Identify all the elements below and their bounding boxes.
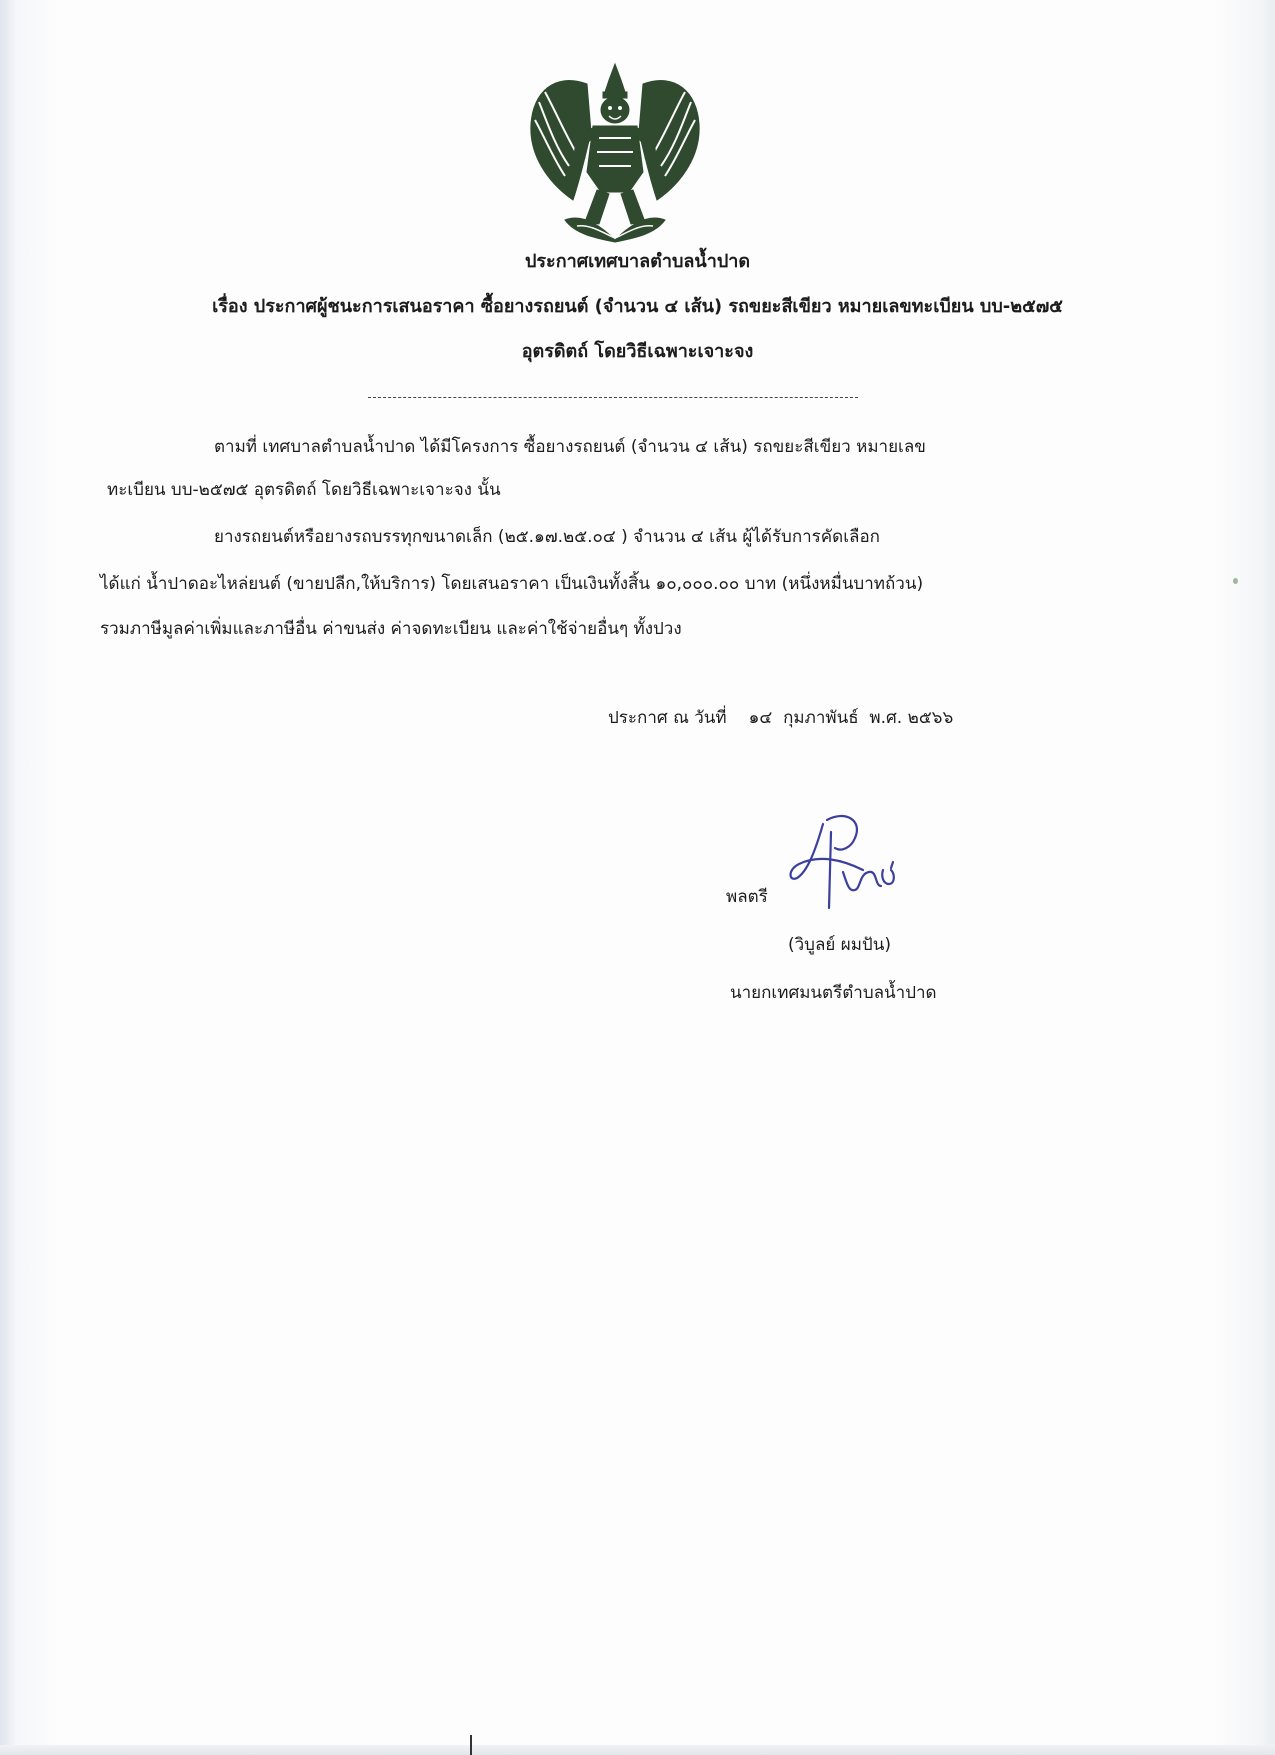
signatory-title: นายกเทศมนตรีตำบลน้ำปาด <box>730 983 937 1003</box>
signatory-rank: พลตรี <box>726 887 768 907</box>
date-day: ๑๔ <box>748 708 773 728</box>
announcement-title: ประกาศเทศบาลตำบลน้ำปาด <box>524 251 751 272</box>
announcement-subject: เรื่อง ประกาศผู้ชนะการเสนอราคา ซื้อยางรถยนต์ (จำนวน ๔ เส้น) รถขยะสีเขียว หมายเลขทะเบียน บบ-๒๕๗๕ <box>212 296 1063 317</box>
handwritten-signature <box>785 812 925 922</box>
date-label: ประกาศ ณ วันที่ <box>608 708 727 728</box>
body-paragraph-2-line-1: ยางรถยนต์หรือยางรถบรรทุกขนาดเล็ก (๒๕.๑๗.๒๕.๐๔ ) จำนวน ๔ เส้น ผู้ได้รับการคัดเลือก <box>214 527 880 547</box>
separator-rule <box>368 397 858 398</box>
announcement-subject-continued: อุตรดิตถ์ โดยวิธีเฉพาะเจาะจง <box>521 341 754 362</box>
garuda-emblem-icon <box>525 62 705 244</box>
scan-bottom-edge <box>0 1745 1275 1755</box>
body-paragraph-2-line-2: ได้แก่ น้ำปาดอะไหล่ยนต์ (ขายปลีก,ให้บริการ) โดยเสนอราคา เป็นเงินทั้งสิ้น ๑๐,๐๐๐.๐๐ บาท (หนึ่งหมื่นบาทถ้วน) <box>100 574 924 594</box>
signatory-name: (วิบูลย์ ผมปัน) <box>788 935 891 955</box>
body-paragraph-1-line-1: ตามที่ เทศบาลตำบลน้ำปาด ได้มีโครงการ ซื้อยางรถยนต์ (จำนวน ๔ เส้น) รถขยะสีเขียว หมายเลข <box>214 437 926 457</box>
date-month: กุมภาพันธ์ <box>783 708 859 728</box>
date-year: พ.ศ. ๒๕๖๖ <box>869 708 954 728</box>
body-paragraph-2-line-3: รวมภาษีมูลค่าเพิ่มและภาษีอื่น ค่าขนส่ง ค่าจดทะเบียน และค่าใช้จ่ายอื่นๆ ทั้งปวง <box>100 619 682 639</box>
scan-bottom-mark <box>470 1735 472 1755</box>
body-paragraph-1-line-2: ทะเบียน บบ-๒๕๗๕ อุตรดิตถ์ โดยวิธีเฉพาะเจาะจง นั้น <box>107 480 501 500</box>
scan-speck <box>1233 578 1238 584</box>
announcement-date <box>608 707 953 729</box>
